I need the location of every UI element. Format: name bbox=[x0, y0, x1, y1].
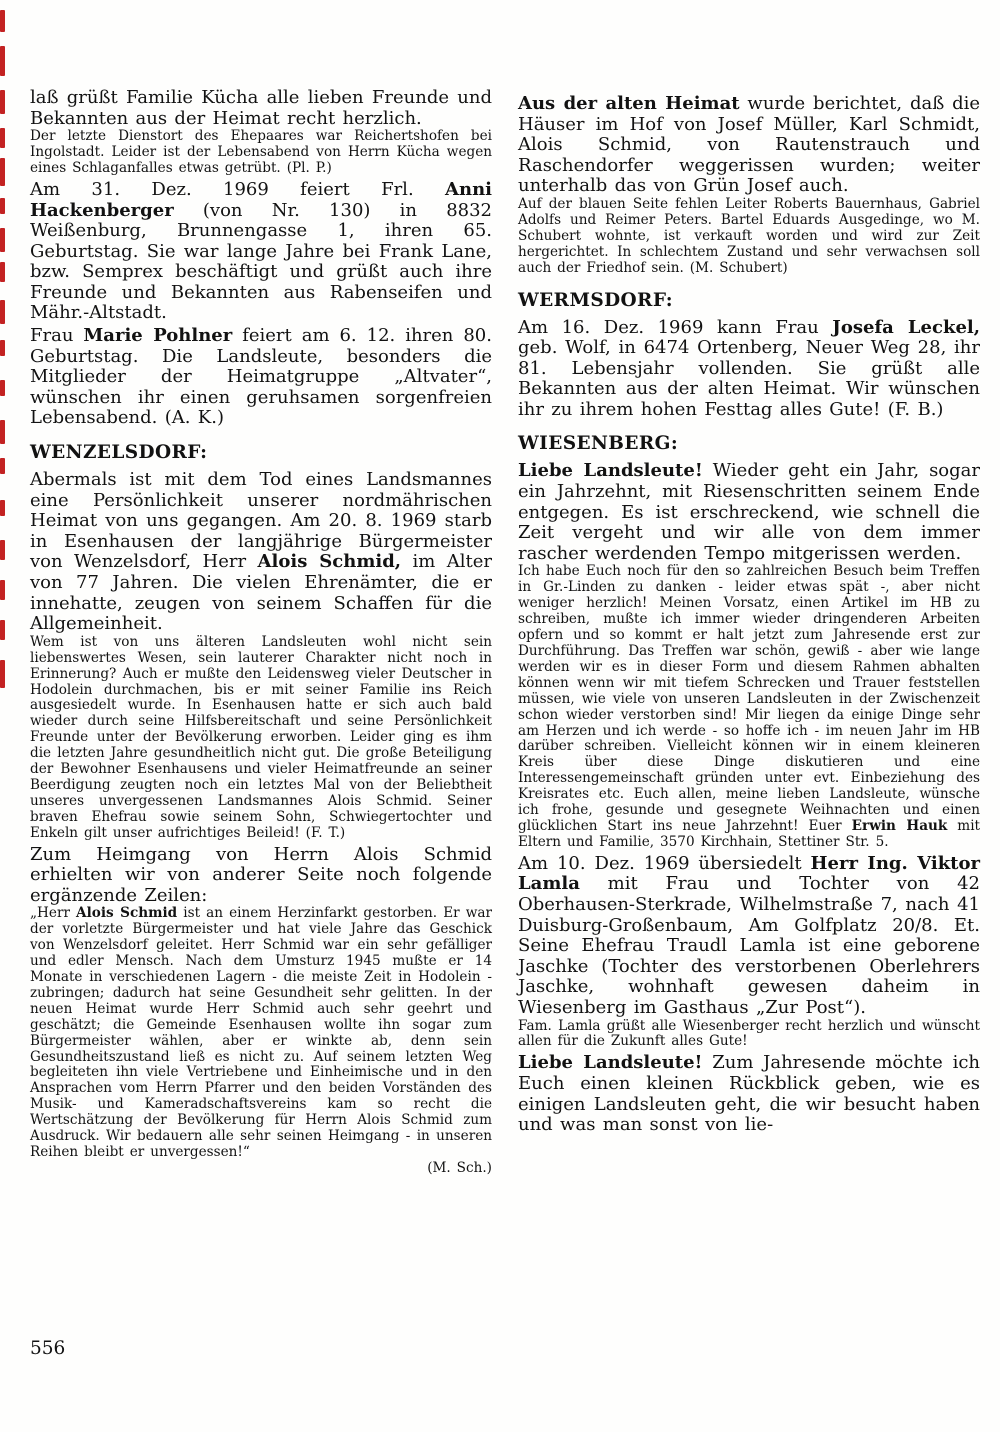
red-edge-mark bbox=[0, 380, 5, 396]
schmid-letter-paragraph bbox=[30, 906, 492, 1161]
red-edge-mark bbox=[0, 620, 5, 640]
red-edge-mark bbox=[0, 10, 5, 32]
emphasized-name: Alois Schmid, bbox=[257, 551, 402, 573]
red-edge-mark bbox=[0, 458, 5, 474]
schmid-letter-signature bbox=[30, 1161, 492, 1177]
text-run: mit Frau und Tochter von 42 Oberhausen-Sterkrade, Wilhelmstraße 7, nach 41 Duisburg-Großenbaum, Am Golfplatz 20/8. Et. Seine Ehefrau Traudl Lamla ist eine geborene Jaschke (Tochter des verstorbenen Oberlehrers Jaschke, wohnhaft gewesen daheim in Wiesenberg im Gasthaus „Zur Post“). bbox=[518, 873, 980, 1018]
text-run: (von Nr. 130) in 8832 Weißenburg, Brunnengasse 1, ihren 65. Geburtstag. Sie war lange Jahre bei Frank Lane, bzw. Semprex beschäftigt und grüßt auch ihre Freunde und Bekannten aus Rabenseifen und Mähr.-Altstadt. bbox=[30, 199, 492, 324]
red-edge-mark bbox=[0, 300, 5, 324]
lamla-greeting-paragraph bbox=[518, 1019, 980, 1051]
kucha-greeting-paragraph bbox=[30, 88, 492, 129]
red-edge-mark bbox=[0, 540, 5, 560]
text-run: ist an einem Herzinfarkt gestorben. Er war der vorletzte Bürgermeister und hat viele Jahre das Geschick von Wenzelsdorf geleitet. Herr Schmid war ein sehr gefälliger und edler Mensch. Nach dem Umsturz 1945 mußte er 14 Monate in verschiedenen Lagern - die meiste Zeit in Hodolein - zubringen; dadurch hat seine Gesundheit sehr gelitten. In der neuen Heimat wurde Herr Schmid auch sehr geehrt und geschätzt; die Gemeinde Esenhausen wollte ihn sogar zum Bürgermeister wählen, aber er winkte ab, denn sein Gesundheitszustand ließ es nicht zu. Auf seinem letzten Weg begleiteten ihn viele Vertriebene und Einheimische und in den Ansprachen vom Herrn Pfarrer und den beiden Vorständen des Musik- und Kameradschaftsvereins kam so recht die Wertschätzung der Bevölkerung für Herrn Alois Schmid zum Ausdruck. Wir bedauern alle sehr seinen Heimgang - in unseren Reihen bleibt er unvergessen!“ bbox=[30, 905, 492, 1160]
wiesenberg-heading: WIESENBERG: bbox=[518, 433, 679, 455]
pohlner-birthday-paragraph bbox=[30, 326, 492, 429]
text-run: Wieder geht ein Jahr, sogar ein Jahrzehnt, mit Riesenschritten seinem Ende entgegen. Es ist erschreckend, wie schnell die Zeit vergeht und wir alle von dem immer rascher werdenden Tempo mitgerissen werden. bbox=[518, 460, 980, 564]
text-run: Am 10. Dez. 1969 übersiedelt bbox=[518, 852, 811, 874]
text-run: laß grüßt Familie Kücha alle lieben Freunde und Bekannten aus der Heimat recht herzlich. bbox=[30, 87, 492, 129]
red-edge-mark bbox=[0, 660, 5, 688]
text-run: Zum Heimgang von Herrn Alois Schmid erhielten wir von anderer Seite noch folgende ergänzende Zeilen: bbox=[30, 843, 492, 906]
schmid-obituary-paragraph bbox=[30, 470, 492, 635]
red-edge-mark bbox=[0, 340, 5, 356]
page-number: 556 bbox=[30, 1338, 66, 1359]
red-edge-mark bbox=[0, 46, 5, 76]
text-run: feiert am 6. 12. ihren 80. Geburtstag. Die Landsleute, besonders die Mitglieder der Heimatgruppe „Altvater“, wünschen ihr einen geruhsamen sorgenfreien Lebensabend. (A. K.) bbox=[30, 325, 492, 429]
emphasized-name: Marie Pohlner bbox=[83, 325, 233, 347]
text-run: mit Eltern und Familie, 3570 Kirchhain, Stettiner Str. 5. bbox=[518, 817, 981, 850]
emphasized-name: Liebe Landsleute! bbox=[518, 460, 703, 482]
emphasized-name: Liebe Landsleute! bbox=[518, 1052, 703, 1074]
schubert-report-paragraph bbox=[518, 197, 980, 277]
text-run: Fam. Lamla grüßt alle Wiesenberger recht herzlich und wünscht allen für die Zukunft alles Gute! bbox=[518, 1017, 980, 1050]
red-edge-mark bbox=[0, 420, 5, 444]
red-edge-mark bbox=[0, 128, 5, 148]
red-edge-mark bbox=[0, 262, 5, 282]
text-run: Am 31. Dez. 1969 feiert Frl. bbox=[30, 178, 446, 200]
red-edge-mark bbox=[0, 198, 5, 214]
emphasized-name: Aus der alten Heimat bbox=[518, 93, 740, 114]
kucha-note-paragraph bbox=[30, 129, 492, 177]
text-run: Zum Jahresende möchte ich Euch einen kleinen Rückblick geben, wie es einigen Landsleuten geht, die wir besucht haben und was man sonst von lie- bbox=[518, 1052, 981, 1136]
hackenberger-birthday-paragraph bbox=[30, 180, 492, 324]
schmid-followup-intro-paragraph bbox=[30, 845, 492, 907]
text-run: (M. Sch.) bbox=[427, 1159, 492, 1176]
text-run: geb. Wolf, in 6474 Ortenberg, Neuer Weg 28, ihr 81. Lebensjahr vollenden. Sie grüßt alle Bekannten aus der alten Heimat. Wir wünschen ihr zu ihrem hohen Festtag alles Gute! (F. B.) bbox=[518, 337, 980, 420]
left-text-column bbox=[30, 88, 492, 1177]
right-text-column bbox=[518, 94, 980, 1136]
wermsdorf-heading: WERMSDORF: bbox=[518, 289, 673, 311]
text-run: wurde berichtet, daß die Häuser im Hof von Josef Müller, Karl Schmidt, Alois Schmid, von Rautenstrauch und Raschendorfer weggerissen wurden; weiter unterhalb das von Grün Josef auch. bbox=[518, 93, 981, 197]
red-edge-mark bbox=[0, 90, 5, 114]
hauk-intro-paragraph bbox=[518, 461, 980, 564]
text-run: „Herr bbox=[30, 905, 77, 922]
wenzelsdorf-heading: WENZELSDORF: bbox=[30, 442, 208, 464]
leckel-birthday-paragraph bbox=[518, 318, 980, 421]
red-edge-mark bbox=[0, 500, 5, 516]
lamla-move-paragraph bbox=[518, 854, 980, 1019]
text-run: Wem ist von uns älteren Landsleuten wohl nicht sein liebenswertes Wesen, sein lauterer Charakter nicht noch in Erinnerung? Auch er mußte den Leidensweg vieler Deutscher in Hodolein durchmachen, bis er mit seiner Familie ins Reich ausgesiedelt wurde. In Esenhausen hatte er sich auch bald wieder durch seine Hilfsbereitschaft und seine Persönlichkeit Freunde unter der Bevölkerung erworben. Leider ging es ihm die letzten Jahre gesundheitlich nicht gut. Die große Beteiligung der Bewohner Esenhausens und vieler Heimatfreunde an seiner Beerdigung zeugten noch ein letztes Mal von der Beliebtheit unseres unvergessenen Landsmannes Alois Schmid. Seiner braven Ehefrau sowie seinem Sohn, Schwiegertochter und Enkeln gilt unser aufrichtiges Beileid! (F. T.) bbox=[30, 633, 492, 841]
text-run: im Alter von 77 Jahren. Die vielen Ehrenämter, die er innehatte, zeugen von seinem Schaffen für die Allgemeinheit. bbox=[30, 551, 492, 635]
text-run: Abermals ist mit dem Tod eines Landsmannes eine Persönlichkeit unserer nordmährischen Heimat von uns gegangen. Am 20. 8. 1969 starb in Esenhausen der langjährige Bürgermeister von Wenzelsdorf, Herr bbox=[30, 469, 492, 573]
text-run: Auf der blauen Seite fehlen Leiter Roberts Bauernhaus, Gabriel Adolfs und Reimer Peters. Bartel Eduards Ausgedinge, wo M. Schubert wohnte, ist verkauft worden und wird zur Zeit hergerichtet. In schlechtem Zustand und sehr verwachsen soll auch der Friedhof sein. (M. Schubert) bbox=[518, 195, 980, 276]
text-run: Der letzte Dienstort des Ehepaares war Reichertshofen bei Ingolstadt. Leider ist der Lebensabend von Herrn Kücha wegen eines Schlaganfalles etwas getrübt. (Pl. P.) bbox=[30, 128, 492, 176]
hauk-letter-paragraph bbox=[518, 564, 980, 850]
text-run: Frau bbox=[30, 325, 84, 347]
emphasized-name: Anni Hackenberger bbox=[30, 178, 492, 221]
emphasized-name: Erwin Hauk bbox=[851, 817, 948, 834]
text-run: Am 16. Dez. 1969 kann Frau bbox=[518, 316, 833, 338]
emphasized-name: Herr Ing. Viktor Lamla bbox=[518, 852, 980, 895]
emphasized-name: Alois Schmid bbox=[76, 905, 178, 922]
text-run: Ich habe Euch noch für den so zahlreichen Besuch beim Treffen in Gr.-Linden zu danken - leider etwas spät -, aber nicht weniger herzlich! Meinen Vorsatz, einen Artikel im HB zu schreiben, mußte ich immer wieder dringenderen Arbeiten opfern und so kommt er halt jetzt zum Jahresende erst zur Durchführung. Das Treffen war schön, gewiß - aber wie lange werden wir es in dieser Form und diesem Rahmen abhalten können wenn wir mit tiefem Schrecken und Trauer feststellen müssen, wie viele von unseren Landsleuten in der Zwischenzeit schon wieder verstorben sind! Mir liegen da einige Dinge sehr am Herzen und ich werde - so hoffe ich - im neuen Jahr im HB darüber schreiben. Vielleicht können wir in einem kleineren Kreis über diese Dinge diskutieren und eine Interessengemeinschaft gründen unter evt. Einbeziehung des Kreisrates etc. Euch allen, meine lieben Landsleute, wünsche ich frohe, gesunde und gesegnete Weihnachten und einen glücklichen Start ins neue Jahrzehnt! Euer bbox=[518, 563, 980, 834]
jahresende-paragraph bbox=[518, 1053, 980, 1135]
red-edge-mark bbox=[0, 158, 5, 186]
red-edge-mark bbox=[0, 580, 5, 600]
alte-heimat-paragraph bbox=[518, 94, 980, 197]
emphasized-name: Josefa Leckel, bbox=[832, 316, 980, 338]
red-edge-mark bbox=[0, 228, 5, 252]
schmid-tribute-paragraph bbox=[30, 635, 492, 842]
